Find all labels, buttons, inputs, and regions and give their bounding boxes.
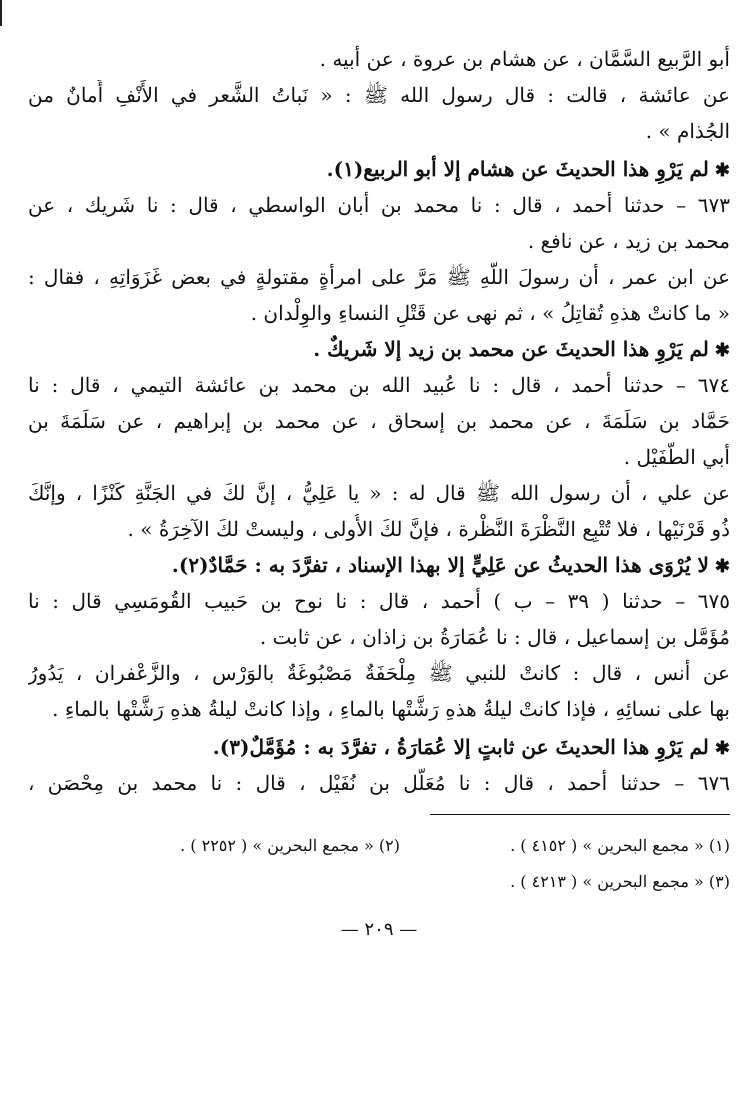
text-line-1: أبو الرَّبيع السَّمَّان ، عن هشام بن عروة ، عن أبيه . <box>319 47 730 71</box>
commentary-text-3: لا يُرْوَى هذا الحديثُ عن عَلِيٍّ إلا بهذا الإسناد ، تفرَّدَ به : حَمَّادٌ(٢). <box>171 553 709 577</box>
asterisk-icon: ✱ <box>714 340 730 361</box>
commentary-line-2 <box>28 334 730 364</box>
footnote-1: (١) « مجمع البحرين » ( ٤١٥٢ ) . <box>510 836 730 855</box>
asterisk-icon: ✱ <box>714 556 730 577</box>
text-line-13: عن علي ، أن رسول الله ﷺ قال له : « يا عَلِيُّ ، إنَّ لكَ في الجَنَّةِ كَنْزًا ، وإنَّكَ <box>28 481 730 505</box>
asterisk-icon: ✱ <box>714 160 730 181</box>
commentary-text-2: لم يَرْوِ هذا الحديثَ عن محمد بن زيد إلا شَريكٌ . <box>313 337 709 361</box>
margin-tick <box>0 0 2 26</box>
text-line-17: مُؤَمَّل بن إسماعيل ، قال : نا عُمَارَةُ بن زاذان ، عن ثابت . <box>259 625 730 649</box>
hadith-674-header: ٦٧٤ – حدثنا أحمد ، قال : نا عُبيد الله بن محمد بن عائشة التيمي ، قال : نا <box>28 373 730 397</box>
footnote-separator <box>430 814 730 815</box>
document-page <box>28 44 730 1084</box>
hadith-673-header: ٦٧٣ – حدثنا أحمد ، قال : نا محمد بن أبان الواسطي ، قال : نا شَريك ، عن <box>28 193 730 217</box>
footnote-3: (٣) « مجمع البحرين » ( ٤٢١٣ ) . <box>510 872 730 891</box>
text-line-14: ذُو قَرْنَيْها ، فلا تُتْبِع النَّظْرَةَ النَّظْرة ، فإنَّ لكَ الأُولى ، وليستْ لكَ الآخِرَةُ » . <box>127 517 730 541</box>
commentary-line-3 <box>28 550 730 580</box>
text-line-2: عن عائشة ، قالت : قال رسول الله ﷺ : « نَباتُ الشَّعر في الأَنْفِ أَمانٌ من <box>28 83 730 107</box>
text-line-19: بها على نسائِهِ ، فإذا كانتْ ليلةُ هذهِ رَشَّتْها بالماءِ ، وإذا كانتْ ليلةُ هذهِ رَشَّتْها بالماءِ . <box>52 697 730 721</box>
hadith-676-header: ٦٧٦ – حدثنا أحمد ، قال : نا مُعَلَّل بن نُفَيْل ، قال : نا محمد بن مِحْصَن ، <box>28 771 730 795</box>
text-line-3: الجُذام » . <box>645 119 730 143</box>
footnote-2: (٢) « مجمع البحرين » ( ٢٢٥٢ ) . <box>180 836 400 855</box>
text-line-8: « ما كانتْ هذهِ تُقاتِلُ » ، ثم نهى عن قَتْلِ النساءِ والوِلْدان . <box>250 301 730 325</box>
page-number: — ٢٠٩ — <box>340 919 418 940</box>
text-line-11: حَمَّاد بن سَلَمَةَ ، عن محمد بن إسحاق ، عن محمد بن إبراهيم ، عن سَلَمَةَ بن <box>28 409 730 433</box>
commentary-line-1 <box>28 154 730 184</box>
asterisk-icon: ✱ <box>714 738 730 759</box>
commentary-text-1: لم يَرْوِ هذا الحديثَ عن هشام إلا أبو الربيع(١). <box>326 157 709 181</box>
commentary-line-4 <box>28 732 730 762</box>
commentary-text-4: لم يَرْوِ هذا الحديثَ عن ثابتٍ إلا عُمَارَةُ ، تفرَّدَ به : مُؤَمَّلٌ(٣). <box>212 735 709 759</box>
text-line-7: عن ابن عمر ، أن رسولَ اللَّهِ ﷺ مَرَّ على امرأةٍ مقتولةٍ في بعض غَزَوَاتِهِ ، فقال : <box>28 265 730 289</box>
text-line-18: عن أنس ، قال : كانتْ للنبي ﷺ مِلْحَفَةٌ مَصْبُوغَةٌ بالوَرْس ، والزَّعْفران ، يَدُورُ <box>28 661 730 685</box>
hadith-675-header: ٦٧٥ – حدثنا ( ٣٩ – ب ) أحمد ، قال : نا نوح بن حَبيب القُومَسِي قال : نا <box>28 589 730 613</box>
text-line-6: محمد بن زيد ، عن نافع . <box>527 229 730 253</box>
text-line-12: أبي الطُّفَيْل . <box>623 445 730 469</box>
